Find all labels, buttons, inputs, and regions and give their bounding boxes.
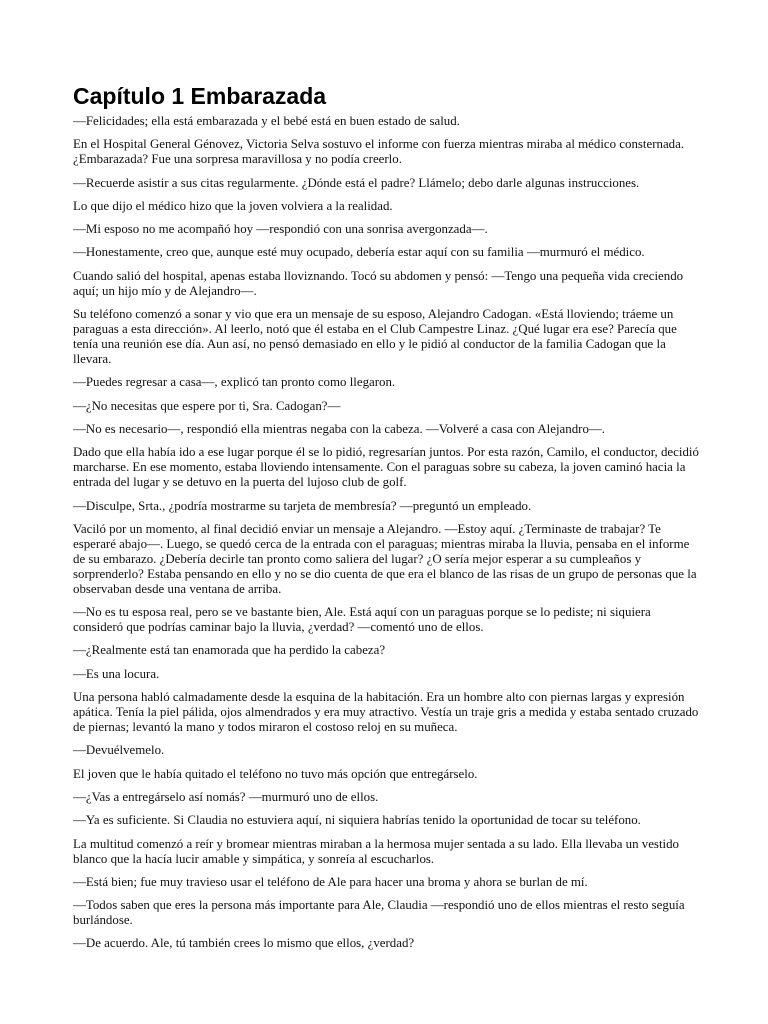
paragraph: La multitud comenzó a reír y bromear mientras miraban a la hermosa mujer sentada a su lado. Ella llevaba un vestido blanco que la hacía lucir amable y simpática, y sonreía al escucharlos. (73, 836, 680, 866)
paragraph: Vaciló por un momento, al final decidió enviar un mensaje a Alejandro. —Estoy aquí. ¿Terminaste de trabajar? Te esperaré abajo—. Luego, se quedó cerca de la entrada con el paraguas; mientras miraba la lluvia, pensaba en el informe de su embarazo. ¿Debería decirle tan pronto como saliera del lugar? ¿O sería mejor esperar a su cumpleaños y sorprenderlo? Estaba pensando en ello y no se dio cuenta de que era el blanco de las risas de un grupo de personas que la observaban desde una ventana de arriba. (73, 521, 697, 596)
paragraph: —Felicidades; ella está embarazada y el bebé está en buen estado de salud. (73, 114, 460, 128)
paragraph: El joven que le había quitado el teléfono no tuvo más opción que entregárselo. (73, 766, 478, 781)
paragraph: Dado que ella había ido a ese lugar porque él se lo pidió, regresarían juntos. Por esta razón, Camilo, el conductor, decidió marcharse. En ese momento, estaba lloviendo intensamente. Con el paraguas sobre su cabeza, la joven caminó hacia la entrada del lugar y se detuvo en la puerta del lujoso club de golf. (73, 445, 699, 490)
chapter-title: Capítulo 1 Embarazada (73, 83, 327, 109)
paragraph: —Ya es suficiente. Si Claudia no estuviera aquí, ni siquiera habrías tenido la oportunidad de tocar su teléfono. (73, 813, 641, 828)
paragraph: —Mi esposo no me acompañó hoy —respondió con una sonrisa avergonzada—. (73, 222, 488, 237)
paragraph: Su teléfono comenzó a sonar y vio que era un mensaje de su esposo, Alejandro Cadogan. «Está lloviendo; tráeme un paraguas a esta dirección». Al leerlo, notó que él estaba en el Club Campestre Linaz. ¿Qué lugar era ese? Parecía que tenía una reunión ese día. Aun así, no pensó demasiado en ello y le pidió al conductor de la familia Cadogan que la llevara. (73, 307, 677, 367)
paragraph: —Recuerde asistir a sus citas regularmente. ¿Dónde está el padre? Llámelo; debo darle algunas instrucciones. (73, 175, 640, 190)
paragraph: —De acuerdo. Ale, tú también crees lo mismo que ellos, ¿verdad? (73, 936, 415, 951)
paragraph: Cuando salió del hospital, apenas estaba lloviznando. Tocó su abdomen y pensó: —Tengo una pequeña vida creciendo aquí; un hijo mío y de Alejandro—. (73, 268, 684, 298)
paragraph: —Puedes regresar a casa—, explicó tan pronto como llegaron. (73, 375, 396, 390)
paragraph: En el Hospital General Génovez, Victoria Selva sostuvo el informe con fuerza mientras miraba al médico consternada. ¿Embarazada? Fue una sorpresa maravillosa y no podía creerlo. (73, 137, 685, 167)
paragraph: —¿No necesitas que espere por ti, Sra. Cadogan?— (73, 398, 341, 413)
paragraph: —Está bien; fue muy travieso usar el teléfono de Ale para hacer una broma y ahora se burlan de mí. (73, 874, 588, 889)
paragraph: —Honestamente, creo que, aunque esté muy ocupado, debería estar aquí con su familia —murmuró el médico. (73, 245, 645, 260)
paragraph: —Disculpe, Srta., ¿podría mostrarme su tarjeta de membresía? —preguntó un empleado. (73, 498, 532, 513)
paragraph: —Devuélvemelo. (73, 743, 165, 758)
paragraph: Una persona habló calmadamente desde la esquina de la habitación. Era un hombre alto con piernas largas y expresión apática. Tenía la piel pálida, ojos almendrados y era muy atractivo. Vestía un traje gris a medida y estaba sentado cruzado de piernas; levantó la mano y todos miraron el costoso reloj en su muñeca. (73, 690, 699, 735)
paragraph: —No es necesario—, respondió ella mientras negaba con la cabeza. —Volveré a casa con Alejandro—. (73, 421, 606, 436)
paragraph: —No es tu esposa real, pero se ve bastante bien, Ale. Está aquí con un paraguas porque se lo pediste; ni siquiera consideró que podrías caminar bajo la lluvia, ¿verdad? —comentó uno de ellos. (73, 605, 651, 635)
paragraph: —¿Realmente está tan enamorada que ha perdido la cabeza? (73, 643, 386, 658)
paragraph: —¿Vas a entregárselo así nomás? —murmuró uno de ellos. (73, 789, 379, 804)
paragraph: —Todos saben que eres la persona más importante para Ale, Claudia —respondió uno de ellos mientras el resto seguía burlándose. (73, 898, 685, 928)
chapter-body (73, 114, 702, 951)
paragraph: —Es una locura. (73, 666, 160, 681)
paragraph: Lo que dijo el médico hizo que la joven volviera a la realidad. (73, 198, 393, 213)
